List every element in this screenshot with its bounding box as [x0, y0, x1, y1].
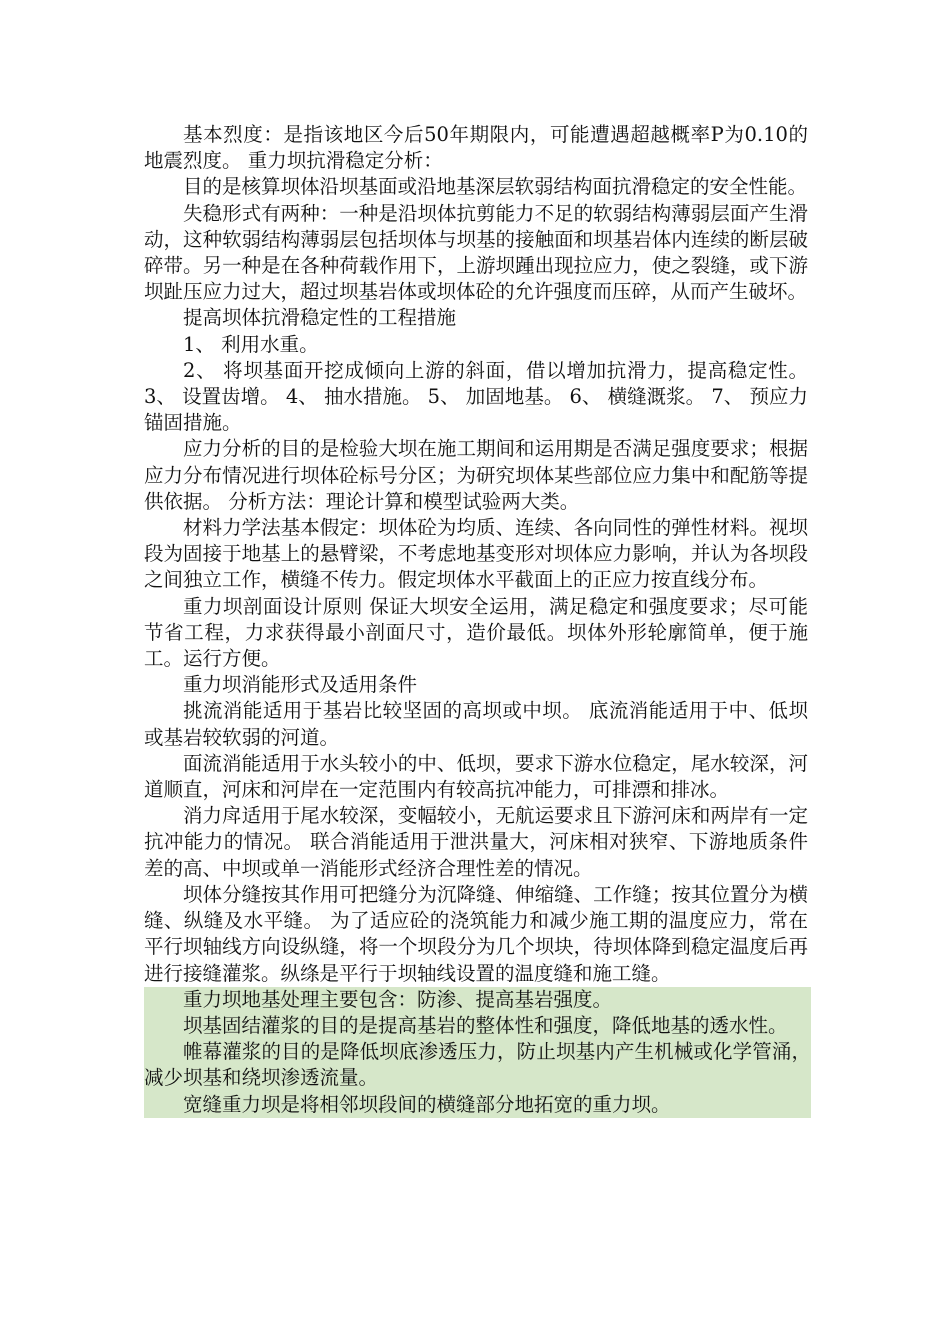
paragraph-ski-jump: 挑流消能适用于基岩比较坚固的高坝或中坝。 底流消能适用于中、低坝或基岩较软弱的河道。	[144, 699, 808, 749]
paragraph-surface-flow: 面流消能适用于水头较小的中、低坝，要求下游水位稳定，尾水较深，河道顺直，河床和河岸在一定范围内有较高抗冲能力，可排漂和排冰。	[144, 751, 808, 802]
highlighted-curtain-grouting: 帷幕灌浆的目的是降低坝底渗透压力，防止坝基内产生机械或化学管涌，减少坝基和绕坝渗透流量。	[144, 1040, 811, 1090]
paragraph-roller-bucket: 消力戽适用于尾水较深，变幅较小，无航运要求且下游河床和两岸有一定抗冲能力的情况。 联合消能适用于泄洪量大，河床相对狭窄、下游地质条件差的高、中坝或单一消能形式经济合理性差的情况。	[144, 804, 808, 880]
paragraph-stress-analysis: 应力分析的目的是检验大坝在施工期间和运用期是否满足强度要求；根据应力分布情况进行坝体砼标号分区；为研究坝体某些部位应力集中和配筋等提供依据。 分析方法：理论计算和模型试验两大类。	[144, 437, 808, 513]
paragraph-energy-heading: 重力坝消能形式及适用条件	[183, 673, 418, 697]
paragraph-section-design: 重力坝剖面设计原则 保证大坝安全运用，满足稳定和强度要求；尽可能节省工程，力求获得最小剖面尺寸，造价最低。坝体外形轮廓简单，便于施工。运行方便。	[144, 594, 808, 671]
highlighted-foundation-treatment: 重力坝地基处理主要包含：防渗、提高基岩强度。	[183, 987, 613, 1011]
paragraph-mechanics-assumptions: 材料力学法基本假定：坝体砼为均质、连续、各向同性的弹性材料。视坝段为固接于地基上的悬臂梁，不考虑地基变形对坝体应力影响，并认为各坝段之间独立工作，横缝不传力。假定坝体水平截面上的正应力按直线分布。	[144, 516, 808, 592]
paragraph-measures-2-7: 2、 将坝基面开挖成倾向上游的斜面，借以增加抗滑力，提高稳定性。 3、 设置齿增。 4、 抽水措施。 5、 加固地基。 6、 横缝溉浆。 7、 预应力锚固措施。	[144, 358, 808, 435]
paragraph-failure-modes: 失稳形式有两种：一种是沿坝体抗剪能力不足的软弱结构薄弱层面产生滑动，这种软弱结构薄弱层包括坝体与坝基的接触面和坝基岩体内连续的断层破碎带。另一种是在各种荷载作用下，上游坝踵出现拉应力，使之裂缝，或下游坝趾压应力过大，超过坝基岩体或坝体砼的允许强度而压碎，从而产生破坏。	[144, 201, 808, 304]
highlighted-consolidation-grouting: 坝基固结灌浆的目的是提高基岩的整体性和强度，降低地基的透水性。	[183, 1013, 788, 1037]
paragraph-measure-1: 1、 利用水重。	[183, 332, 319, 356]
highlighted-slotted-dam: 宽缝重力坝是将相邻坝段间的横缝部分地拓宽的重力坝。	[183, 1092, 671, 1116]
paragraph-basic-intensity: 基本烈度：是指该地区今后50年期限内，可能遭遇超越概率P为0.10的地震烈度。 重力坝抗滑稳定分析：	[144, 123, 808, 173]
paragraph-joints: 坝体分缝按其作用可把缝分为沉降缝、伸缩缝、工作缝；按其位置分为横缝、纵缝及水平缝。 为了适应砼的浇筑能力和减少施工期的温度应力，常在平行坝轴线方向设纵缝，将一个坝段分为几个坝块，待坝体降到稳定温度后再进行接缝灌浆。纵绦是平行于坝轴线设置的温度缝和施工缝。	[144, 882, 808, 985]
document-page	[144, 122, 811, 1118]
paragraph-measures-heading: 提高坝体抗滑稳定性的工程措施	[183, 306, 457, 330]
highlighted-block	[144, 987, 811, 1118]
paragraph-purpose: 目的是核算坝体沿坝基面或沿地基深层软弱结构面抗滑稳定的安全性能。	[183, 175, 808, 199]
